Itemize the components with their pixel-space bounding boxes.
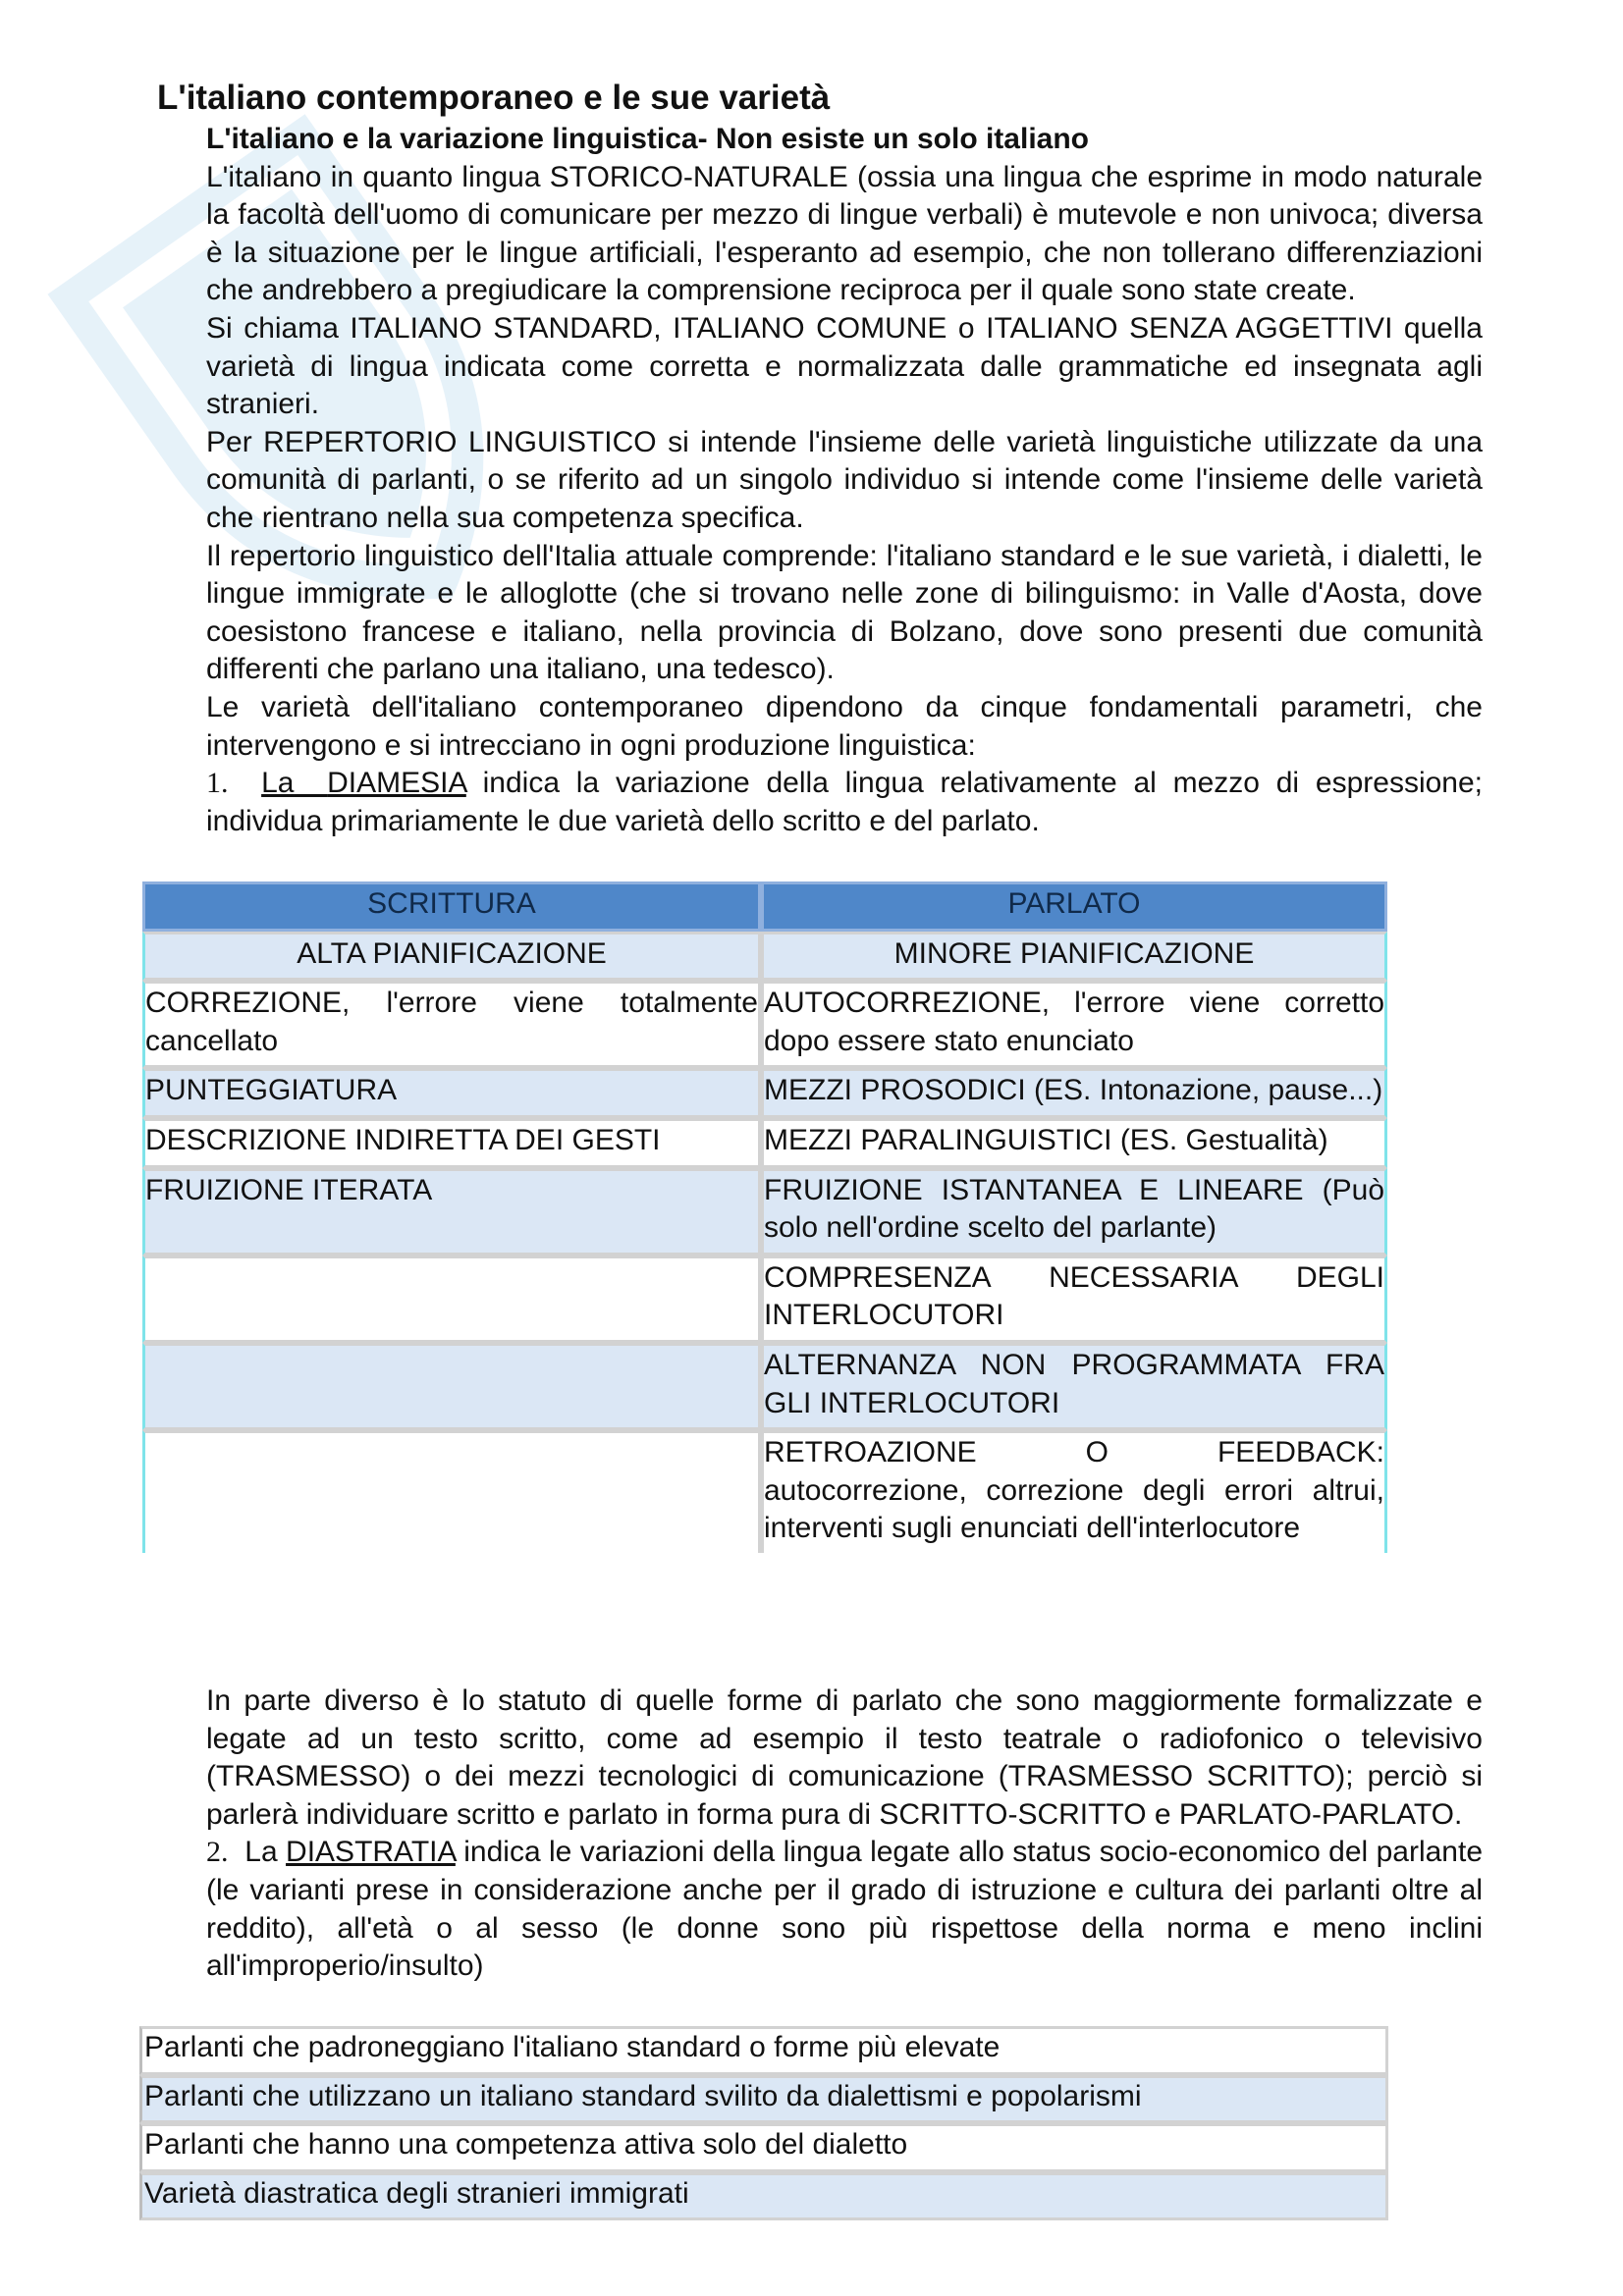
table-cell: DESCRIZIONE INDIRETTA DEI GESTI (142, 1118, 761, 1168)
table-cell: FRUIZIONE ISTANTANEA E LINEARE (Può solo nell'ordine scelto del parlante) (761, 1168, 1387, 1255)
table-row (142, 1168, 1387, 1255)
diamesia-text: indica la variazione della lingua relativamente al mezzo di espressione; individua primariamente le due varietà dello scritto e del parlato. (206, 767, 1484, 837)
table-cell: Parlanti che padroneggiano l'italiano standard o forme più elevate (139, 2026, 1388, 2075)
table-row (139, 2172, 1388, 2221)
intro-section (206, 121, 1483, 840)
table-cell (142, 1343, 761, 1430)
table-header-row (142, 881, 1387, 932)
paragraph-trasmesso: In parte diverso è lo statuto di quelle forme di parlato che sono maggiormente formalizzate e legate ad un testo scritto, come ad esempio il testo teatrale o radiofonico o televisivo (TRASMESSO) o dei mezzi tecnologici di comunicazione (TRASMESSO SCRITTO); perciò si parlerà individuare scritto e parlato in forma pura di SCRITTO-SCRITTO e PARLATO-PARLATO. (206, 1684, 1483, 1831)
table-cell: Parlanti che utilizzano un italiano standard svilito da dialettismi e popolarismi (139, 2075, 1388, 2124)
subheader-parlato: MINORE PIANIFICAZIONE (761, 932, 1387, 982)
list-number: 2. (206, 1836, 229, 1869)
paragraph-parametri: Le varietà dell'italiano contemporaneo dipendono da cinque fondamentali parametri, che intervengono e si intrecciano in ogni produzione linguistica: (206, 690, 1483, 762)
table-row (142, 981, 1387, 1068)
paragraph-storico-naturale: L'italiano in quanto lingua STORICO-NATURALE (ossia una lingua che esprime in modo naturale la facoltà dell'uomo di comunicare per mezzo di lingue verbali) è mutevole e non univoca; diversa è la situazione per le lingue artificiali, l'esperanto ad esempio, che non tollerano differenziazioni che andrebbero a pregiudicare la comprensione reciproca per il quale sono state create. (206, 160, 1483, 307)
diastratia-text: indica le variazioni della lingua legate allo status socio-economico del parlante (le varianti prese in considerazione anche per il grado di istruzione e cultura dei parlanti oltre al reddito), all'età o al sesso (le donne sono più rispettose della norma e meno inclini all'improperio/insulto) (206, 1836, 1484, 1983)
table-row (139, 2123, 1388, 2172)
list-number: 1. (206, 767, 229, 800)
table-cell: FRUIZIONE ITERATA (142, 1168, 761, 1255)
diamesia-lead: La (261, 767, 295, 800)
subheader-scrittura: ALTA PIANIFICAZIONE (142, 932, 761, 982)
header-parlato: PARLATO (761, 881, 1387, 932)
table-cell: CORREZIONE, l'errore viene totalmente cancellato (142, 981, 761, 1068)
table-cell: AUTOCORREZIONE, l'errore viene corretto dopo essere stato enunciato (761, 981, 1387, 1068)
diamesia-term: DIAMESIA (327, 767, 466, 800)
table-row (142, 1255, 1387, 1343)
list-item-diamesia (206, 765, 1483, 840)
table-cell: PUNTEGGIATURA (142, 1068, 761, 1118)
table-cell: MEZZI PROSODICI (ES. Intonazione, pause...) (761, 1068, 1387, 1118)
table-cell: Parlanti che hanno una competenza attiva solo del dialetto (139, 2123, 1388, 2172)
table-row (139, 2075, 1388, 2124)
section-subtitle: L'italiano e la variazione linguistica- Non esiste un solo italiano (206, 123, 1089, 155)
second-section (206, 1682, 1483, 1986)
table-row (142, 1430, 1387, 1553)
diamesia-table (142, 881, 1387, 1553)
diastratia-lead: La (244, 1836, 278, 1869)
table-subheader-row (142, 932, 1387, 982)
table-cell (142, 1255, 761, 1343)
table-cell: MEZZI PARALINGUISTICI (ES. Gestualità) (761, 1118, 1387, 1168)
table-cell: COMPRESENZA NECESSARIA DEGLI INTERLOCUTORI (761, 1255, 1387, 1343)
page-title: L'italiano contemporaneo e le sue varietà (157, 79, 831, 117)
list-item-diastratia (206, 1834, 1483, 1985)
table-row (142, 1068, 1387, 1118)
table-cell: RETROAZIONE O FEEDBACK: autocorrezione, correzione degli errori altrui, interventi sugli enunciati dell'interlocutore (761, 1430, 1387, 1553)
table-cell: ALTERNANZA NON PROGRAMMATA FRA GLI INTERLOCUTORI (761, 1343, 1387, 1430)
paragraph-repertorio: Per REPERTORIO LINGUISTICO si intende l'insieme delle varietà linguistiche utilizzate da una comunità di parlanti, o se riferito ad un singolo individuo si intende come l'insieme delle varietà che rientrano nella sua competenza specifica. (206, 425, 1483, 534)
header-scrittura: SCRITTURA (142, 881, 761, 932)
table-row (139, 2026, 1388, 2075)
table-cell: Varietà diastratica degli stranieri immigrati (139, 2172, 1388, 2221)
paragraph-italiano-standard: Si chiama ITALIANO STANDARD, ITALIANO COMUNE o ITALIANO SENZA AGGETTIVI quella varietà di lingua indicata come corretta e normalizzata dalle grammatiche ed insegnata agli stranieri. (206, 311, 1483, 421)
table-row (142, 1118, 1387, 1168)
paragraph-repertorio-italia: Il repertorio linguistico dell'Italia attuale comprende: l'italiano standard e le sue varietà, i dialetti, le lingue immigrate e le alloglotte (che si trovano nelle zone di bilinguismo: in Valle d'Aosta, dove coesistono francese e italiano, nella provincia di Bolzano, dove sono presenti due comunità differenti che parlano una italiano, una tedesco). (206, 539, 1483, 686)
diastratia-term: DIASTRATIA (286, 1836, 456, 1869)
table-row (142, 1343, 1387, 1430)
diastratia-table (139, 2026, 1388, 2220)
table-cell (142, 1430, 761, 1553)
